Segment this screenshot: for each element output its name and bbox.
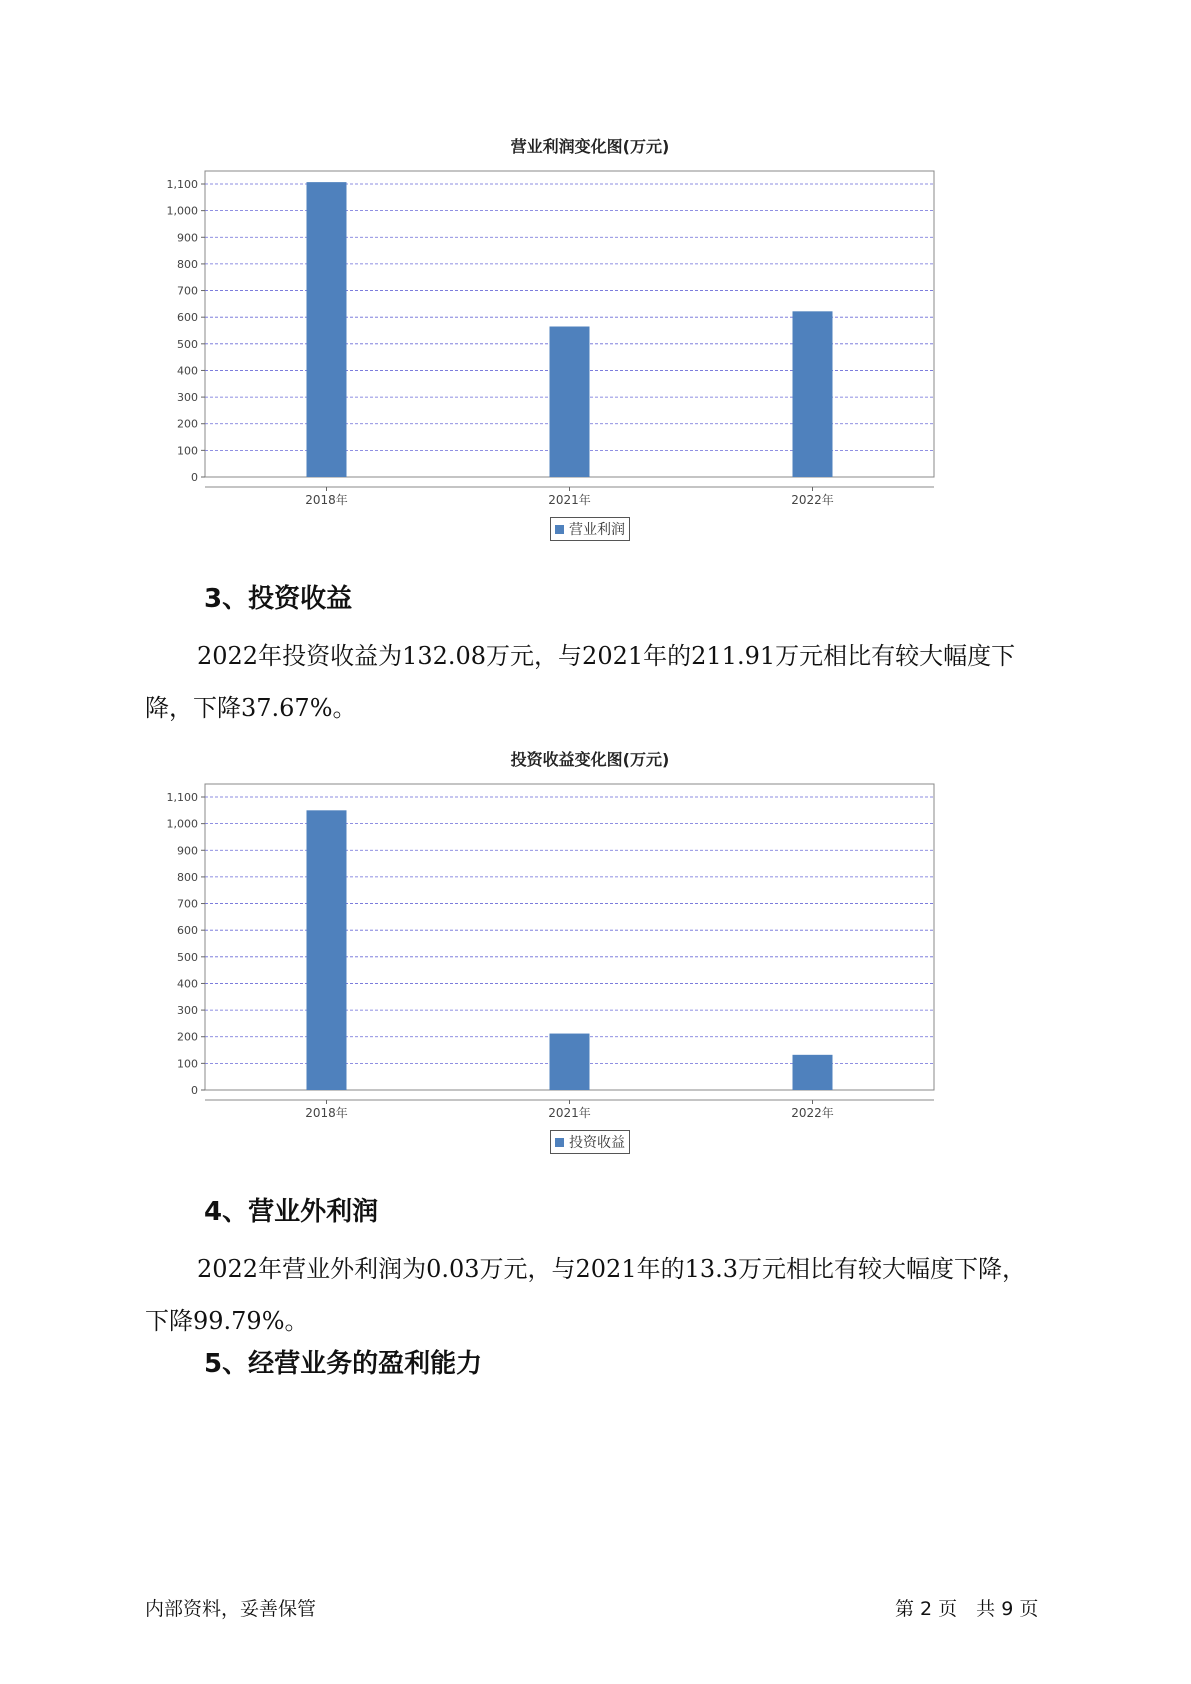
operating-profit-chart <box>150 130 1030 550</box>
chart-legend <box>550 517 630 541</box>
y-tick-label: 800 <box>177 870 198 884</box>
legend-label: 营业利润 <box>569 522 625 538</box>
y-tick-label: 1,000 <box>166 204 198 218</box>
y-tick-label: 700 <box>177 897 198 911</box>
y-tick-label: 300 <box>177 1004 198 1018</box>
y-tick-label: 0 <box>191 471 198 484</box>
chart-plot <box>150 781 1030 1161</box>
legend-swatch-icon <box>555 525 564 534</box>
chart-plot <box>150 168 1030 548</box>
legend-swatch-icon <box>555 1138 564 1147</box>
y-tick-label: 100 <box>177 1057 198 1071</box>
section-4-paragraph: 2022年营业外利润为0.03万元，与2021年的13.3万元相比有较大幅度下降，下降99.79%。 <box>145 1255 1027 1335</box>
y-tick-label: 1,100 <box>166 791 198 804</box>
y-tick-label: 400 <box>177 977 198 991</box>
investment-income-chart <box>150 743 1030 1163</box>
y-tick-label: 200 <box>177 1030 198 1044</box>
y-tick-label: 500 <box>177 337 198 351</box>
bar-2018年 <box>307 810 347 1090</box>
x-tick-label: 2022年 <box>791 493 834 507</box>
section-3-heading: 3、投资收益 <box>204 584 353 614</box>
y-tick-label: 0 <box>191 1084 198 1097</box>
y-tick-label: 500 <box>177 950 198 964</box>
chart-title: 营业利润变化图(万元) <box>510 137 670 156</box>
y-tick-label: 400 <box>177 364 198 378</box>
bar-2021年 <box>550 1034 590 1090</box>
x-tick-label: 2018年 <box>305 1106 348 1120</box>
x-tick-label: 2022年 <box>791 1106 834 1120</box>
bar-2022年 <box>793 311 833 477</box>
y-tick-label: 900 <box>177 844 198 858</box>
bar-2018年 <box>307 182 347 477</box>
bar-2021年 <box>550 327 590 477</box>
y-tick-label: 900 <box>177 231 198 245</box>
y-tick-label: 700 <box>177 284 198 298</box>
y-tick-label: 1,100 <box>166 178 198 191</box>
x-tick-label: 2018年 <box>305 493 348 507</box>
section-5-heading: 5、经营业务的盈利能力 <box>204 1349 483 1379</box>
legend-label: 投资收益 <box>569 1135 625 1151</box>
footer-left: 内部资料，妥善保管 <box>145 1598 317 1620</box>
x-tick-label: 2021年 <box>548 493 591 507</box>
chart-legend <box>550 1130 630 1154</box>
section-3-paragraph: 2022年投资收益为132.08万元，与2021年的211.91万元相比有较大幅度下降，下降37.67%。 <box>145 642 1016 722</box>
y-tick-label: 300 <box>177 391 198 405</box>
y-tick-label: 200 <box>177 417 198 431</box>
y-tick-label: 100 <box>177 444 198 458</box>
x-tick-label: 2021年 <box>548 1106 591 1120</box>
page-number: 第 2 页 共 9 页 <box>895 1598 1039 1620</box>
chart-title: 投资收益变化图(万元) <box>510 750 670 769</box>
section-4-heading: 4、营业外利润 <box>204 1197 379 1227</box>
bar-2022年 <box>793 1055 833 1090</box>
y-tick-label: 800 <box>177 257 198 271</box>
y-tick-label: 600 <box>177 311 198 325</box>
y-tick-label: 600 <box>177 924 198 938</box>
y-tick-label: 1,000 <box>166 817 198 831</box>
